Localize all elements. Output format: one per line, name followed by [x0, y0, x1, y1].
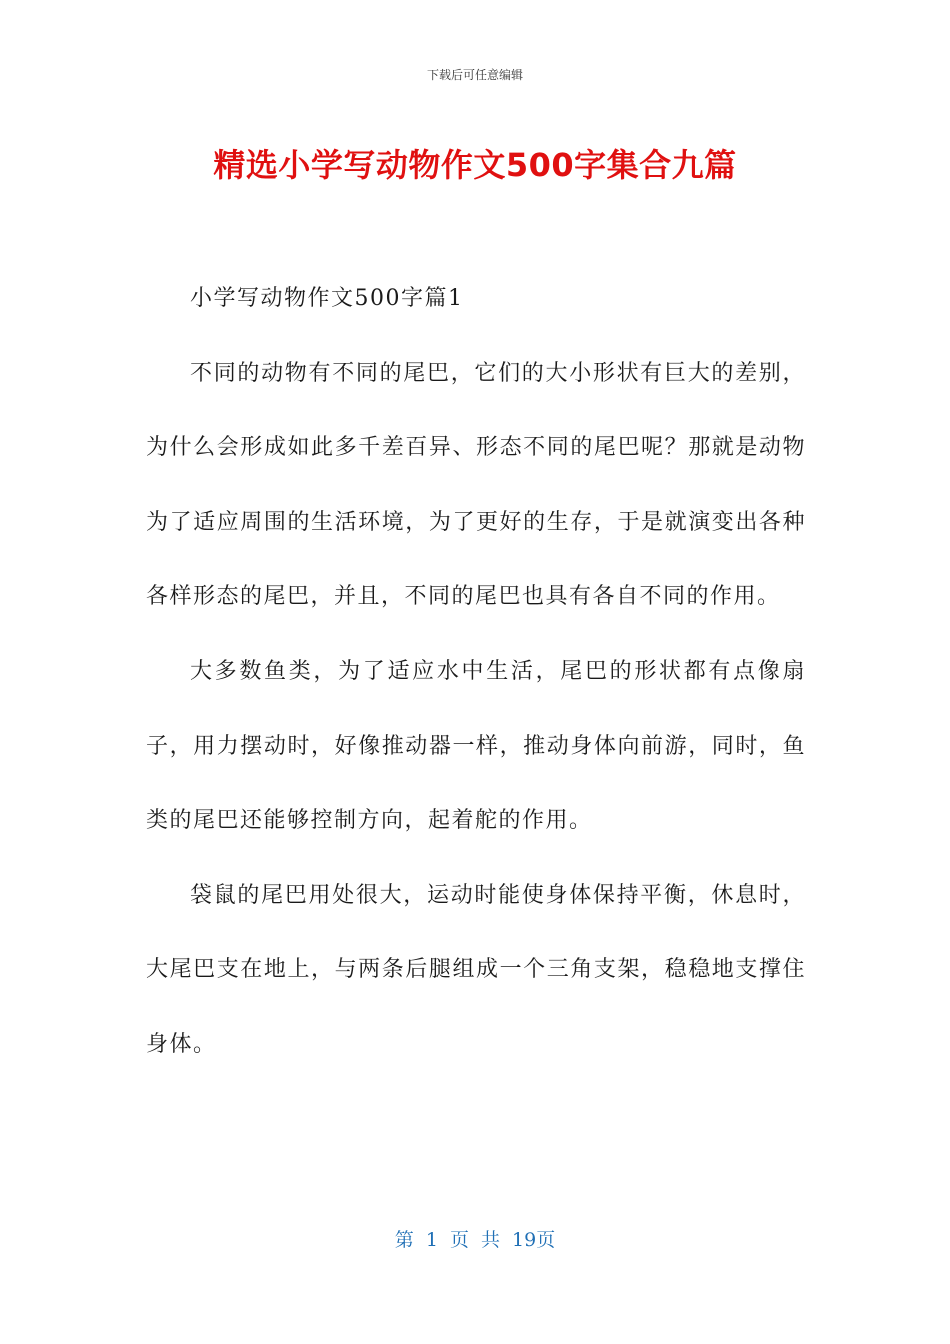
document-body [146, 262, 806, 1083]
paragraph: 不同的动物有不同的尾巴，它们的大小形状有巨大的差别，为什么会形成如此多千差百异、形态不同的尾巴呢？那就是动物为了适应周围的生活环境，为了更好的生存，于是就演变出各种各样形态的尾巴，并且，不同的尾巴也具有各自不同的作用。 [146, 360, 806, 610]
section-heading: 小学写动物作文500字篇1 [190, 286, 464, 311]
page-number: 第 1 页 共 19页 [394, 1229, 556, 1251]
paragraph: 袋鼠的尾巴用处很大，运动时能使身体保持平衡，休息时，大尾巴支在地上，与两条后腿组成一个三角支架，稳稳地支撑住身体。 [146, 882, 806, 1057]
document-title: 精选小学写动物作文500字集合九篇 [213, 146, 737, 184]
paragraph: 大多数鱼类，为了适应水中生活，尾巴的形状都有点像扇子，用力摆动时，好像推动器一样，推动身体向前游，同时，鱼类的尾巴还能够控制方向，起着舵的作用。 [146, 658, 806, 834]
page-header-note: 下载后可任意编辑 [426, 68, 523, 82]
